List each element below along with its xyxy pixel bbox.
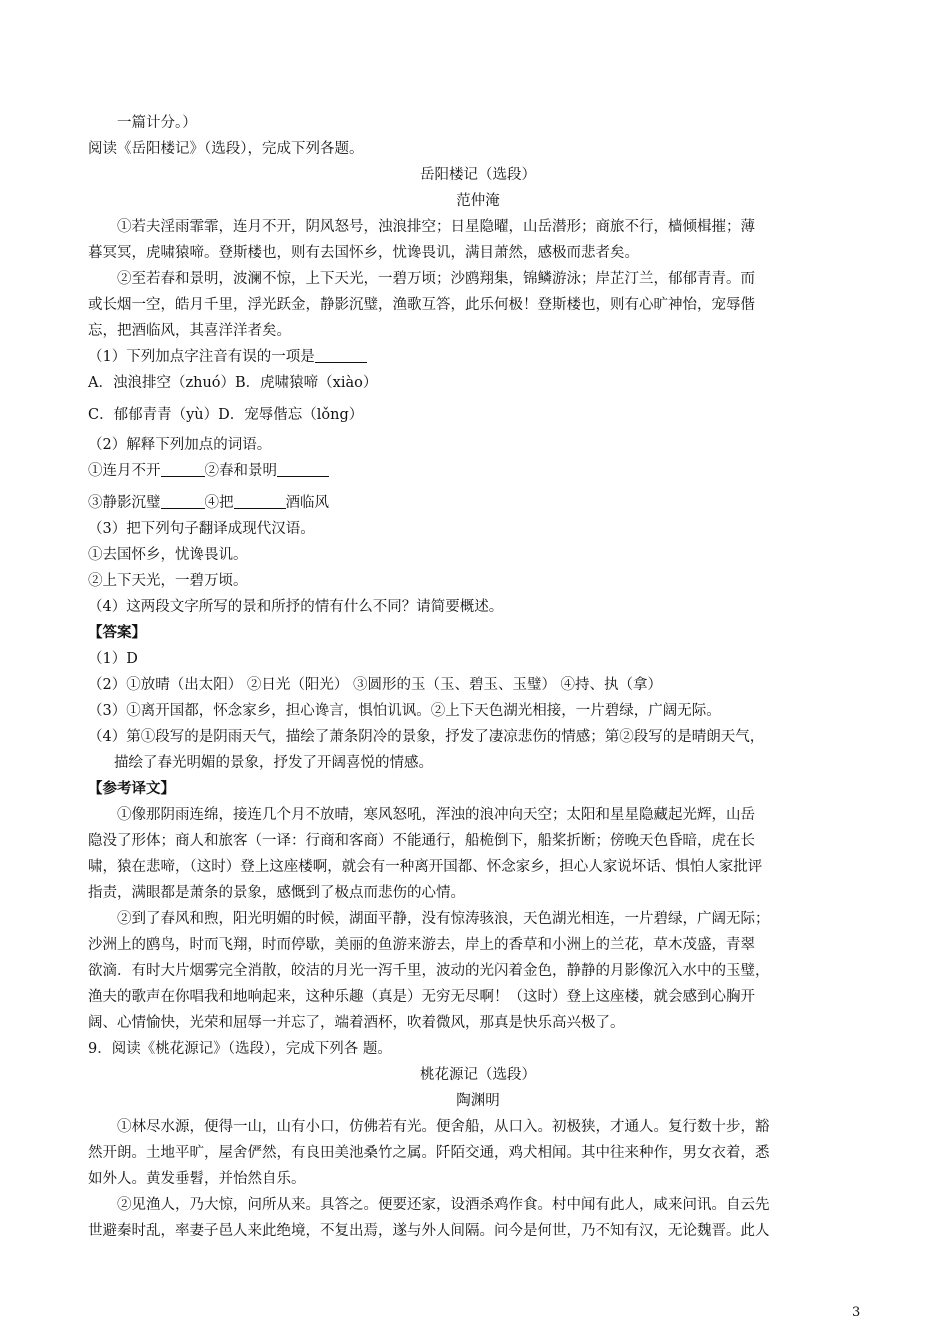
item-text: 酒临风 <box>285 495 329 511</box>
option-line: A．浊浪排空（zhuó）B．虎啸猿啼（xiào） <box>88 375 378 391</box>
translation-heading: 【参考译文】 <box>88 780 175 797</box>
translation-line: ①像那阴雨连绵，接连几个月不放晴，寒风怒吼，浑浊的浪冲向天空；太阳和星星隐藏起光辉，山岳 <box>117 807 755 823</box>
answer-line: （3）①离开国都，怀念家乡，担心谗言，惧怕讥讽。②上下天色湖光相接，一片碧绿，广阔无际。 <box>88 703 721 719</box>
answer-blank[interactable] <box>161 462 205 477</box>
passage-line: 暮冥冥，虎啸猿啼。登斯楼也，则有去国怀乡，忧谗畏讥，满目萧然，感极而悲者矣。 <box>88 245 639 261</box>
item-text: ③静影沉璧 <box>88 495 161 511</box>
answer-heading: 【答案】 <box>88 624 146 641</box>
question-2-items <box>88 490 868 516</box>
question-1 <box>88 344 868 370</box>
question-3-item: ①去国怀乡，忧谗畏讥。 <box>88 547 248 563</box>
question-3-item: ②上下天光，一碧万顷。 <box>88 573 248 589</box>
passage-author: 陶渊明 <box>456 1093 500 1109</box>
translation-line: 欲滴．有时大片烟雾完全消散，皎洁的月光一泻千里，波动的光闪着金色，静静的月影像沉入水中的玉璧， <box>88 963 770 979</box>
passage-line: ②至若春和景明，波澜不惊，上下天光，一碧万顷；沙鸥翔集，锦鳞游泳；岸芷汀兰，郁郁青青。而 <box>117 271 755 287</box>
translation-line: 阔、心情愉快，光荣和屈辱一并忘了，端着酒杯，吹着微风，那真是快乐高兴极了。 <box>88 1015 625 1031</box>
passage-title: 岳阳楼记（选段） <box>420 167 536 183</box>
answer-line: （4）第①段写的是阴雨天气，描绘了萧条阴冷的景象，抒发了凄凉悲伤的情感；第②段写的是晴朗天气， <box>88 729 765 745</box>
passage-author: 范仲淹 <box>456 193 500 209</box>
translation-line: ②到了春风和煦，阳光明媚的时候，湖面平静，没有惊涛骇浪，天色湖光相连，一片碧绿，广阔无际； <box>117 911 770 927</box>
item-text: ②春和景明 <box>204 463 277 479</box>
document-page <box>88 110 868 1244</box>
passage-line: 如外人。黄发垂髫，并怡然自乐。 <box>88 1171 306 1187</box>
translation-line: 沙洲上的鸥鸟，时而飞翔，时而停歇，美丽的鱼游来游去，岸上的香草和小洲上的兰花，草木茂盛，青翠 <box>88 937 755 953</box>
translation-line: 指责，满眼都是萧条的景象，感慨到了极点而悲伤的心情。 <box>88 885 465 901</box>
item-text: ①连月不开 <box>88 463 161 479</box>
passage-line: ①林尽水源，便得一山，山有小口，仿佛若有光。便舍船，从口入。初极狭，才通人。复行数十步，豁 <box>117 1119 770 1135</box>
answer-line: （1）D <box>88 651 138 667</box>
answer-blank[interactable] <box>234 494 286 509</box>
translation-line: 隐没了形体；商人和旅客（一译：行商和客商）不能通行，船桅倒下，船桨折断；傍晚天色昏暗，虎在长 <box>88 833 755 849</box>
text-line: 一篇计分。） <box>117 115 197 131</box>
question-intro: 阅读《岳阳楼记》（选段），完成下列各题。 <box>88 141 364 157</box>
translation-line: 啸，猿在悲啼，（这时）登上这座楼啊，就会有一种离开国都、怀念家乡，担心人家说坏话、惧怕人家批评 <box>88 859 763 875</box>
question-intro: 9．阅读《桃花源记》（选段），完成下列各 题。 <box>88 1041 392 1057</box>
option-line: C．郁郁青青（yù）D．宠辱偕忘（lǒng） <box>88 407 364 423</box>
item-text: ④把 <box>204 495 234 511</box>
passage-line: 忘，把酒临风，其喜洋洋者矣。 <box>88 323 291 339</box>
question-2: （2）解释下列加点的词语。 <box>88 437 272 453</box>
passage-line: 然开朗。土地平旷，屋舍俨然，有良田美池桑竹之属。阡陌交通，鸡犬相闻。其中往来种作，男女衣着，悉 <box>88 1145 770 1161</box>
question-2-items <box>88 458 868 484</box>
answer-blank[interactable] <box>277 462 329 477</box>
passage-title: 桃花源记（选段） <box>420 1067 536 1083</box>
answer-line: （2）①放晴（出太阳） ②日光（阳光） ③圆形的玉（玉、碧玉、玉璧） ④持、执（拿） <box>88 677 663 693</box>
passage-line: 或长烟一空，皓月千里，浮光跃金，静影沉璧，渔歌互答，此乐何极！登斯楼也，则有心旷神怡，宠辱偕 <box>88 297 755 313</box>
answer-blank[interactable] <box>161 494 205 509</box>
question-text: （1）下列加点字注音有误的一项是 <box>88 349 315 365</box>
question-4: （4）这两段文字所写的景和所抒的情有什么不同？请简要概述。 <box>88 599 504 615</box>
passage-line: ①若夫淫雨霏霏，连月不开，阴风怒号，浊浪排空；日星隐曜，山岳潜形；商旅不行，樯倾楫摧；薄 <box>117 219 755 235</box>
answer-line: 描绘了春光明媚的景象，抒发了开阔喜悦的情感。 <box>114 755 433 771</box>
answer-blank[interactable] <box>315 348 367 363</box>
translation-line: 渔夫的歌声在你唱我和地响起来，这种乐趣（真是）无穷无尽啊！（这时）登上这座楼，就会感到心胸开 <box>88 989 755 1005</box>
page-number: 3 <box>852 1305 861 1320</box>
passage-line: 世避秦时乱，率妻子邑人来此绝境，不复出焉，遂与外人间隔。问今是何世，乃不知有汉，无论魏晋。此人 <box>88 1223 770 1239</box>
question-3: （3）把下列句子翻译成现代汉语。 <box>88 521 315 537</box>
passage-line: ②见渔人，乃大惊，问所从来。具答之。便要还家，设酒杀鸡作食。村中闻有此人，咸来问讯。自云先 <box>117 1197 770 1213</box>
